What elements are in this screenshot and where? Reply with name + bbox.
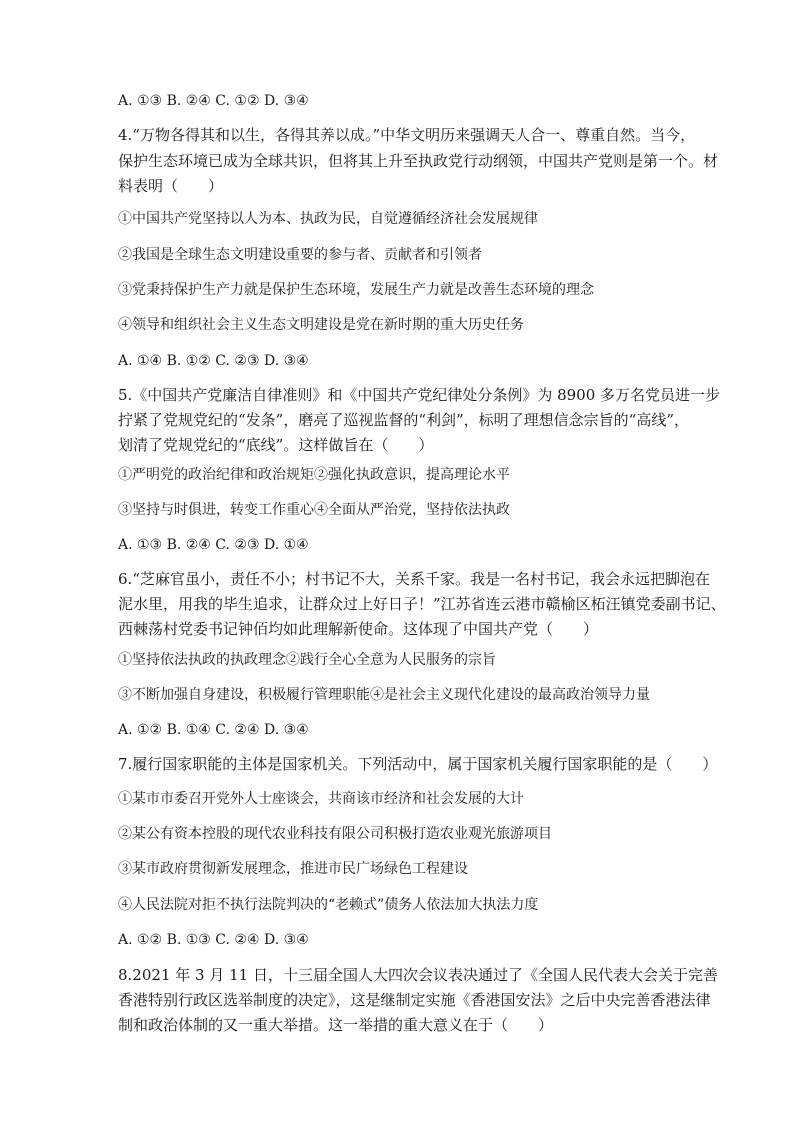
answer-options-q7: A. ①② B. ①③ C. ②④ D. ③④ bbox=[118, 932, 309, 948]
question-4-statement-4: ④领导和组织社会主义生态文明建设是党在新时期的重大历史任务 bbox=[118, 317, 524, 333]
question-8-text-line-3: 制和政治体制的又一重大举措。这一举措的重大意义在于（ ） bbox=[118, 1016, 554, 1034]
question-8-text-line-1: 8.2021 年 3 月 11 日，十三届全国人大四次会议表决通过了《全国人民代表大会关于完善 bbox=[118, 966, 718, 984]
answer-options-q5: A. ①③ B. ②④ C. ②③ D. ①④ bbox=[118, 537, 309, 553]
question-5-text-line-1: 5.《中国共产党廉洁自律准则》和《中国共产党纪律处分条例》为 8900 多万名党员进一步 bbox=[118, 386, 721, 404]
question-7-statement-2: ②某公有资本控股的现代农业科技有限公司积极打造农业观光旅游项目 bbox=[118, 826, 552, 842]
answer-options-q3: A. ①③ B. ②④ C. ①② D. ③④ bbox=[118, 93, 309, 109]
question-7-statement-3: ③某市政府贯彻新发展理念，推进市民广场绿色工程建设 bbox=[118, 861, 468, 877]
question-5-statements-line-1: ①严明党的政治纪律和政治规矩②强化执政意识，提高理论水平 bbox=[118, 467, 510, 483]
question-5-statements-line-2: ③坚持与时俱进，转变工作重心④全面从严治党，坚持依法执政 bbox=[118, 502, 510, 518]
question-4-text-line-1: 4.“万物各得其和以生，各得其养以成。”中华文明历来强调天人合一、尊重自然。当今， bbox=[118, 126, 696, 144]
question-7-statement-1: ①某市市委召开党外人士座谈会，共商该市经济和社会发展的大计 bbox=[118, 791, 524, 807]
question-7-statement-4: ④人民法院对拒不执行法院判决的“老赖式”债务人依法加大执法力度 bbox=[118, 897, 539, 913]
question-6-text-line-3: 西棘荡村党委书记钟佰均如此理解新使命。这体现了中国共产党（ ） bbox=[118, 620, 599, 638]
question-8-text-line-2: 香港特别行政区选举制度的决定》，这是继制定实施《香港国安法》之后中央完善香港法律 bbox=[118, 991, 711, 1009]
question-6-text-line-2: 泥水里，用我的毕生追求，让群众过上好日子！”江苏省连云港市赣榆区柘汪镇党委副书记、 bbox=[118, 595, 726, 613]
question-5-text-line-3: 划清了党规党纪的“底线”。这样做旨在（ ） bbox=[118, 436, 434, 454]
question-6-statements-line-1: ①坚持依法执政的执政理念②践行全心全意为人民服务的宗旨 bbox=[118, 652, 496, 668]
question-7-text: 7.履行国家职能的主体是国家机关。下列活动中，属于国家机关履行国家职能的是（ ） bbox=[118, 755, 718, 773]
question-6-text-line-1: 6.“芝麻官虽小，责任不小；村书记不大，关系千家。我是一名村书记，我会永远把脚泡在 bbox=[118, 570, 710, 588]
question-5-text-line-2: 拧紧了党规党纪的“发条”，磨亮了巡视监督的“利剑”，标明了理想信念宗旨的“高线”， bbox=[118, 411, 690, 429]
question-4-statement-3: ③党秉持保护生产力就是保护生态环境，发展生产力就是改善生态环境的理念 bbox=[118, 282, 594, 298]
question-4-statement-2: ②我国是全球生态文明建设重要的参与者、贡献者和引领者 bbox=[118, 247, 482, 263]
answer-options-q4: A. ①④ B. ①② C. ②③ D. ③④ bbox=[118, 353, 309, 369]
question-6-statements-line-2: ③不断加强自身建设，积极履行管理职能④是社会主义现代化建设的最高政治领导力量 bbox=[118, 687, 650, 703]
question-4-statement-1: ①中国共产党坚持以人为本、执政为民，自觉遵循经济社会发展规律 bbox=[118, 211, 538, 227]
question-4-text-line-2: 保护生态环境已成为全球共识，但将其上升至执政党行动纲领，中国共产党则是第一个。材 bbox=[118, 152, 719, 170]
question-4-text-line-3: 料表明（ ） bbox=[118, 177, 224, 195]
answer-options-q6: A. ①② B. ①④ C. ②④ D. ③④ bbox=[118, 722, 309, 738]
